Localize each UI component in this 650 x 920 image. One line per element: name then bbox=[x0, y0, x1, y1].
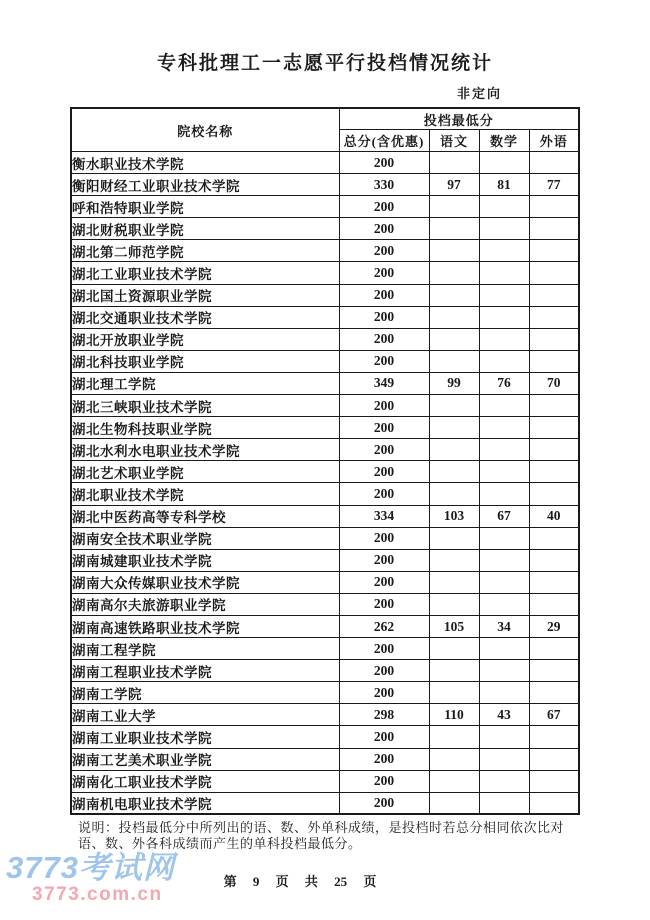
math-score-cell bbox=[479, 152, 529, 174]
table-row bbox=[71, 328, 579, 350]
foreign-score-cell bbox=[529, 483, 579, 505]
foreign-score-cell bbox=[529, 593, 579, 615]
total-score-cell: 200 bbox=[339, 483, 429, 505]
foreign-score-cell bbox=[529, 726, 579, 748]
total-score-cell: 200 bbox=[339, 417, 429, 439]
table-row bbox=[71, 505, 579, 527]
chinese-score-cell bbox=[429, 262, 479, 284]
school-name-cell: 湖南工程学院 bbox=[71, 638, 339, 660]
school-name-cell: 湖北生物科技职业学院 bbox=[71, 417, 339, 439]
header-row-top bbox=[71, 108, 579, 130]
chinese-score-cell: 105 bbox=[429, 615, 479, 637]
total-score-cell: 262 bbox=[339, 615, 429, 637]
foreign-score-cell bbox=[529, 196, 579, 218]
chinese-score-cell bbox=[429, 593, 479, 615]
chinese-score-cell bbox=[429, 638, 479, 660]
math-score-cell bbox=[479, 196, 529, 218]
table-row bbox=[71, 218, 579, 240]
table-row bbox=[71, 748, 579, 770]
school-name-cell: 湖北艺术职业学院 bbox=[71, 461, 339, 483]
foreign-score-cell bbox=[529, 748, 579, 770]
chinese-score-cell bbox=[429, 770, 479, 792]
chinese-score-cell bbox=[429, 682, 479, 704]
table-row bbox=[71, 196, 579, 218]
total-score-cell: 200 bbox=[339, 770, 429, 792]
chinese-score-cell bbox=[429, 284, 479, 306]
school-name-cell: 湖南高速铁路职业技术学院 bbox=[71, 615, 339, 637]
foreign-score-cell bbox=[529, 461, 579, 483]
watermark bbox=[6, 852, 175, 904]
foreign-score-cell bbox=[529, 284, 579, 306]
score-table bbox=[70, 107, 580, 815]
math-score-cell bbox=[479, 350, 529, 372]
chinese-score-cell bbox=[429, 395, 479, 417]
chinese-score-cell: 110 bbox=[429, 704, 479, 726]
total-score-cell: 200 bbox=[339, 240, 429, 262]
school-name-cell: 湖北财税职业学院 bbox=[71, 218, 339, 240]
table-row bbox=[71, 660, 579, 682]
total-score-cell: 200 bbox=[339, 350, 429, 372]
chinese-score-cell: 97 bbox=[429, 174, 479, 196]
school-name-cell: 湖北开放职业学院 bbox=[71, 328, 339, 350]
note-line-1: 说明：投档最低分中所列出的语、数、外单科成绩，是投档时若总分相同依次比对 bbox=[78, 820, 565, 835]
table-row bbox=[71, 704, 579, 726]
table-row bbox=[71, 439, 579, 461]
chinese-score-cell bbox=[429, 792, 479, 814]
total-score-cell: 200 bbox=[339, 461, 429, 483]
total-score-cell: 200 bbox=[339, 748, 429, 770]
total-score-cell: 200 bbox=[339, 660, 429, 682]
chinese-score-cell: 99 bbox=[429, 372, 479, 394]
school-name-cell: 衡水职业技术学院 bbox=[71, 152, 339, 174]
total-score-cell: 200 bbox=[339, 218, 429, 240]
foreign-score-cell bbox=[529, 417, 579, 439]
math-score-cell bbox=[479, 284, 529, 306]
foreign-score-cell: 77 bbox=[529, 174, 579, 196]
foreign-score-cell bbox=[529, 660, 579, 682]
math-score-cell bbox=[479, 770, 529, 792]
math-score-cell bbox=[479, 638, 529, 660]
foreign-score-cell: 70 bbox=[529, 372, 579, 394]
table-row bbox=[71, 682, 579, 704]
chinese-score-cell bbox=[429, 439, 479, 461]
math-score-cell: 67 bbox=[479, 505, 529, 527]
total-score-cell: 330 bbox=[339, 174, 429, 196]
math-score-cell bbox=[479, 218, 529, 240]
math-score-cell: 43 bbox=[479, 704, 529, 726]
school-name-cell: 湖南高尔夫旅游职业学院 bbox=[71, 593, 339, 615]
chinese-score-cell bbox=[429, 461, 479, 483]
math-score-cell bbox=[479, 682, 529, 704]
math-score-cell bbox=[479, 262, 529, 284]
school-name-cell: 湖南化工职业技术学院 bbox=[71, 770, 339, 792]
table-row bbox=[71, 571, 579, 593]
math-score-cell bbox=[479, 328, 529, 350]
table-row bbox=[71, 461, 579, 483]
total-score-cell: 200 bbox=[339, 439, 429, 461]
math-score-cell bbox=[479, 395, 529, 417]
math-score-cell bbox=[479, 527, 529, 549]
table-row bbox=[71, 240, 579, 262]
table-row bbox=[71, 152, 579, 174]
chinese-score-cell bbox=[429, 240, 479, 262]
school-name-cell: 湖北交通职业技术学院 bbox=[71, 306, 339, 328]
foreign-score-cell bbox=[529, 328, 579, 350]
table-row bbox=[71, 417, 579, 439]
school-name-cell: 湖北水利水电职业技术学院 bbox=[71, 439, 339, 461]
chinese-score-cell bbox=[429, 196, 479, 218]
total-score-cell: 200 bbox=[339, 549, 429, 571]
total-score-cell: 200 bbox=[339, 284, 429, 306]
chinese-score-cell bbox=[429, 483, 479, 505]
table-row bbox=[71, 638, 579, 660]
school-name-cell: 湖北第二师范学院 bbox=[71, 240, 339, 262]
school-name-cell: 湖北职业技术学院 bbox=[71, 483, 339, 505]
school-name-cell: 湖北国土资源职业学院 bbox=[71, 284, 339, 306]
math-score-cell: 81 bbox=[479, 174, 529, 196]
chinese-score-cell bbox=[429, 571, 479, 593]
foreign-score-cell bbox=[529, 240, 579, 262]
table-row bbox=[71, 284, 579, 306]
total-score-cell: 200 bbox=[339, 395, 429, 417]
school-name-cell: 湖南工艺美术职业学院 bbox=[71, 748, 339, 770]
watermark-logo: 3773考试网 bbox=[6, 850, 175, 885]
chinese-score-cell bbox=[429, 660, 479, 682]
foreign-score-cell bbox=[529, 527, 579, 549]
foreign-score-cell bbox=[529, 792, 579, 814]
table-row bbox=[71, 593, 579, 615]
table-row bbox=[71, 615, 579, 637]
school-name-cell: 湖北三峡职业技术学院 bbox=[71, 395, 339, 417]
chinese-score-cell bbox=[429, 417, 479, 439]
chinese-score-cell bbox=[429, 218, 479, 240]
total-score-cell: 200 bbox=[339, 262, 429, 284]
chinese-score-cell: 103 bbox=[429, 505, 479, 527]
chinese-score-cell bbox=[429, 549, 479, 571]
table-row bbox=[71, 792, 579, 814]
col-header-foreign: 外语 bbox=[529, 130, 579, 152]
table-row bbox=[71, 395, 579, 417]
col-header-min-score-group: 投档最低分 bbox=[339, 108, 579, 130]
table-row bbox=[71, 726, 579, 748]
math-score-cell bbox=[479, 593, 529, 615]
foreign-score-cell bbox=[529, 395, 579, 417]
page-indicator: 第 9 页 共 25 页 bbox=[223, 874, 377, 889]
chinese-score-cell bbox=[429, 306, 479, 328]
foreign-score-cell: 29 bbox=[529, 615, 579, 637]
school-name-cell: 湖北工业职业技术学院 bbox=[71, 262, 339, 284]
total-score-cell: 349 bbox=[339, 372, 429, 394]
school-name-cell: 呼和浩特职业学院 bbox=[71, 196, 339, 218]
school-name-cell: 湖北中医药高等专科学校 bbox=[71, 505, 339, 527]
foreign-score-cell bbox=[529, 350, 579, 372]
school-name-cell: 衡阳财经工业职业技术学院 bbox=[71, 174, 339, 196]
total-score-cell: 200 bbox=[339, 726, 429, 748]
school-name-cell: 湖南安全技术职业学院 bbox=[71, 527, 339, 549]
chinese-score-cell bbox=[429, 328, 479, 350]
math-score-cell bbox=[479, 792, 529, 814]
page-title: 专科批理工一志愿平行投档情况统计 bbox=[156, 53, 493, 74]
school-name-cell: 湖南城建职业技术学院 bbox=[71, 549, 339, 571]
foreign-score-cell bbox=[529, 306, 579, 328]
school-name-cell: 湖南大众传媒职业技术学院 bbox=[71, 571, 339, 593]
foreign-score-cell: 40 bbox=[529, 505, 579, 527]
chinese-score-cell bbox=[429, 527, 479, 549]
foreign-score-cell bbox=[529, 152, 579, 174]
total-score-cell: 200 bbox=[339, 527, 429, 549]
table-row bbox=[71, 350, 579, 372]
total-score-cell: 200 bbox=[339, 593, 429, 615]
col-header-math: 数学 bbox=[479, 130, 529, 152]
math-score-cell bbox=[479, 417, 529, 439]
table-row bbox=[71, 306, 579, 328]
math-score-cell bbox=[479, 483, 529, 505]
explanation-note bbox=[78, 820, 583, 852]
total-score-cell: 200 bbox=[339, 638, 429, 660]
foreign-score-cell bbox=[529, 770, 579, 792]
math-score-cell bbox=[479, 660, 529, 682]
total-score-cell: 200 bbox=[339, 328, 429, 350]
orientation-label: 非定向 bbox=[456, 86, 502, 101]
total-score-cell: 200 bbox=[339, 306, 429, 328]
foreign-score-cell bbox=[529, 682, 579, 704]
math-score-cell: 76 bbox=[479, 372, 529, 394]
math-score-cell bbox=[479, 748, 529, 770]
note-line-2: 语、数、外各科成绩而产生的单科投档最低分。 bbox=[78, 836, 362, 851]
total-score-cell: 200 bbox=[339, 571, 429, 593]
school-name-cell: 湖南工业大学 bbox=[71, 704, 339, 726]
foreign-score-cell bbox=[529, 439, 579, 461]
col-header-chinese: 语文 bbox=[429, 130, 479, 152]
school-name-cell: 湖北理工学院 bbox=[71, 372, 339, 394]
school-name-cell: 湖南机电职业技术学院 bbox=[71, 792, 339, 814]
col-header-school: 院校名称 bbox=[71, 108, 339, 152]
foreign-score-cell bbox=[529, 571, 579, 593]
table-row bbox=[71, 549, 579, 571]
foreign-score-cell bbox=[529, 262, 579, 284]
foreign-score-cell: 67 bbox=[529, 704, 579, 726]
col-header-total-score: 总分(含优惠) bbox=[339, 130, 429, 152]
math-score-cell bbox=[479, 549, 529, 571]
math-score-cell bbox=[479, 240, 529, 262]
table-row bbox=[71, 527, 579, 549]
watermark-site-url: 3773.com.cn bbox=[32, 884, 163, 905]
chinese-score-cell bbox=[429, 748, 479, 770]
school-name-cell: 湖南工程职业技术学院 bbox=[71, 660, 339, 682]
math-score-cell bbox=[479, 439, 529, 461]
school-name-cell: 湖南工学院 bbox=[71, 682, 339, 704]
table-row bbox=[71, 483, 579, 505]
math-score-cell bbox=[479, 726, 529, 748]
total-score-cell: 200 bbox=[339, 682, 429, 704]
table-row bbox=[71, 174, 579, 196]
total-score-cell: 200 bbox=[339, 196, 429, 218]
total-score-cell: 200 bbox=[339, 152, 429, 174]
foreign-score-cell bbox=[529, 549, 579, 571]
math-score-cell bbox=[479, 571, 529, 593]
chinese-score-cell bbox=[429, 152, 479, 174]
foreign-score-cell bbox=[529, 218, 579, 240]
math-score-cell bbox=[479, 461, 529, 483]
school-name-cell: 湖南工业职业技术学院 bbox=[71, 726, 339, 748]
chinese-score-cell bbox=[429, 350, 479, 372]
total-score-cell: 298 bbox=[339, 704, 429, 726]
school-name-cell: 湖北科技职业学院 bbox=[71, 350, 339, 372]
table-row bbox=[71, 770, 579, 792]
table-row bbox=[71, 262, 579, 284]
table-row bbox=[71, 372, 579, 394]
chinese-score-cell bbox=[429, 726, 479, 748]
total-score-cell: 200 bbox=[339, 792, 429, 814]
math-score-cell bbox=[479, 306, 529, 328]
foreign-score-cell bbox=[529, 638, 579, 660]
math-score-cell: 34 bbox=[479, 615, 529, 637]
total-score-cell: 334 bbox=[339, 505, 429, 527]
